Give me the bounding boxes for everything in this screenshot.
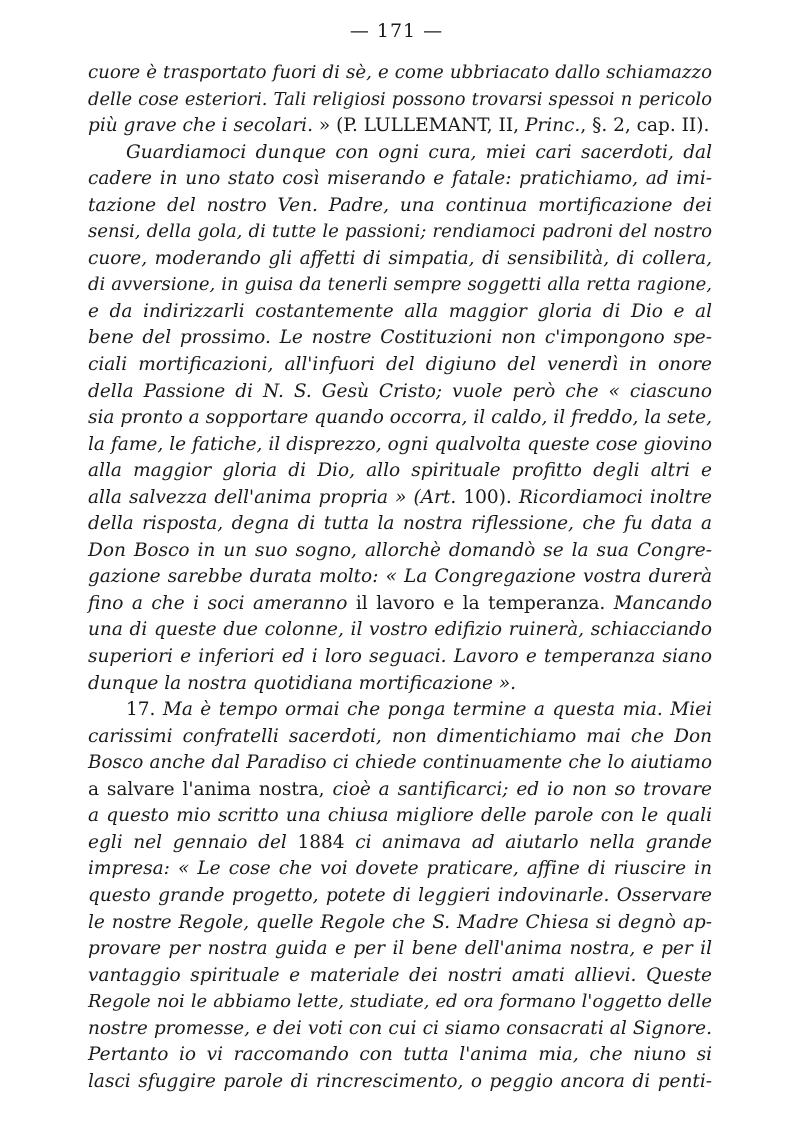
text-line: [88, 963, 712, 990]
text-segment: Bosco anche dal Paradiso ci chiede continuamente che lo aiutiamo: [88, 752, 712, 774]
text-line: [88, 485, 712, 512]
text-segment: , §. 2, cap. II).: [580, 115, 710, 137]
text-line: [88, 405, 712, 432]
text-segment: Mancando: [613, 592, 712, 614]
text-line: [88, 538, 712, 565]
text-segment: Ma è tempo ormai che ponga termine a questa mia. Miei: [162, 699, 712, 721]
text-segment: alla maggior gloria di Dio, allo spirituale profitto degli altri e: [88, 460, 712, 482]
text-segment: Don Bosco in un suo sogno, allorchè domandò se la sua Congre-: [88, 539, 712, 561]
text-segment: Pertanto io vi raccomando con tutta l'anima mia, che niuno si: [88, 1044, 712, 1066]
text-line: [88, 989, 712, 1016]
text-segment: a salvare l'anima nostra,: [88, 778, 333, 800]
text-line: [88, 1069, 712, 1096]
text-segment: una di queste due colonne, il vostro edifizio ruinerà, schiacciando: [88, 619, 712, 641]
text-segment: tazione del nostro Ven. Padre, una continua mortificazione dei: [88, 194, 712, 216]
text-line: [88, 246, 712, 273]
text-segment: della risposta, degna di tutta la nostra riflessione, che fu data a: [88, 513, 712, 535]
text-segment: cuore, moderando gli affetti di simpatia, di sensibilità, di collera,: [88, 247, 712, 269]
text-line: [88, 617, 712, 644]
text-line: [88, 272, 712, 299]
text-segment: alla salvezza dell'anima propria » (: [88, 486, 421, 508]
text-line: [88, 379, 712, 406]
text-segment: egli nel gennaio del: [88, 831, 298, 853]
text-line: [88, 1016, 712, 1043]
text-line: [88, 140, 712, 167]
text-line: [88, 299, 712, 326]
text-line: [88, 193, 712, 220]
text-segment: questo grande progetto, potete di leggieri indovinarle. Osservare: [88, 884, 712, 906]
text-line: [88, 803, 712, 830]
text-segment: più grave che i secolari.: [88, 115, 313, 137]
text-line: [88, 564, 712, 591]
text-line: [88, 591, 712, 618]
text-segment: sensi, della gola, di tutte le passioni; rendiamoci padroni del nostro: [88, 221, 712, 243]
text-segment: Princ.: [524, 115, 581, 137]
text-line: [88, 671, 712, 698]
text-segment: bene del prossimo. Le nostre Costituzioni non c'impongono spe-: [88, 327, 712, 349]
text-segment: Guardiamoci dunque con ogni cura, miei cari sacerdoti, dal: [126, 141, 712, 163]
text-segment: e da indirizzarli costantemente alla maggior gloria di Dio e al: [88, 300, 712, 322]
text-segment: ci animava ad aiutarlo nella grande: [355, 831, 712, 853]
text-line: [88, 458, 712, 485]
text-segment: cioè a santificarci; ed io non so trovare: [332, 778, 712, 800]
text-segment: fino a che i soci ameranno: [88, 592, 348, 614]
text-line: [88, 910, 712, 937]
text-line: [88, 511, 712, 538]
text-segment: dunque la nostra quotidiana mortificazione ».: [88, 672, 517, 694]
body-text: [88, 60, 712, 1095]
text-segment: gazione sarebbe durata molto: « La Congregazione vostra durerà: [88, 566, 712, 588]
text-segment: nostre promesse, e dei voti con cui ci siamo consacrati al Signore.: [88, 1017, 712, 1039]
text-line: [88, 830, 712, 857]
text-line: [88, 750, 712, 777]
text-segment: superiori e inferiori ed i loro seguaci. Lavoro e temperanza siano: [88, 646, 712, 668]
text-segment: 17.: [126, 699, 163, 721]
text-segment: le nostre Regole, quelle Regole che S. Madre Chiesa si degnò ap-: [88, 911, 712, 933]
text-segment: provare per nostra guida e per il bene dell'anima nostra, e per il: [88, 938, 712, 960]
text-line: [88, 644, 712, 671]
text-line: [88, 883, 712, 910]
page-number: — 171 —: [349, 20, 444, 42]
text-segment: Ricordiamoci inoltre: [518, 486, 712, 508]
text-line: [88, 697, 712, 724]
text-segment: a questo mio scritto una chiusa migliore delle parole con le quali: [88, 805, 712, 827]
text-segment: 1884: [297, 831, 356, 853]
text-segment: il lavoro e la temperanza.: [347, 592, 614, 614]
text-segment: vantaggio spirituale e materiale dei nostri amati allievi. Queste: [88, 964, 712, 986]
text-line: [88, 724, 712, 751]
text-line: [88, 325, 712, 352]
text-line: [88, 60, 712, 87]
text-segment: sia pronto a sopportare quando occorra, il caldo, il freddo, la sete,: [88, 407, 712, 429]
text-segment: delle cose esteriori. Tali religiosi possono trovarsi spessoi n pericolo: [88, 88, 712, 110]
text-segment: Regole noi le abbiamo lette, studiate, ed ora formano l'oggetto delle: [88, 991, 712, 1013]
text-line: [88, 219, 712, 246]
text-segment: lasci sfuggire parole di rincrescimento, o peggio ancora di penti-: [88, 1070, 712, 1092]
text-segment: la fame, le fatiche, il disprezzo, ogni qualvolta queste cose giovino: [88, 433, 712, 455]
text-line: [88, 352, 712, 379]
text-line: [88, 166, 712, 193]
text-segment: impresa: « Le cose che voi dovete praticare, affine di riuscire in: [88, 858, 712, 880]
text-line: [88, 432, 712, 459]
text-segment: cuore è trasportato fuori di sè, e come ubbriacato dallo schiamazzo: [88, 62, 712, 83]
text-segment: carissimi confratelli sacerdoti, non dimentichiamo mai che Don: [88, 725, 712, 747]
text-segment: 100).: [456, 486, 519, 508]
text-segment: » (P. LULLEMANT, II,: [312, 115, 525, 137]
text-segment: Art.: [420, 486, 457, 508]
text-segment: cadere in uno stato così miserando e fatale: pratichiamo, ad imi-: [88, 168, 712, 190]
text-line: [88, 87, 712, 114]
text-segment: ciali mortificazioni, all'infuori del digiuno del venerdì in onore: [88, 354, 712, 376]
text-segment: di avversione, in guisa da tenerli sempre soggetti alla retta ragione,: [88, 274, 712, 296]
text-segment: della Passione di N. S. Gesù Cristo; vuole però che « ciascuno: [88, 380, 712, 402]
text-line: [88, 1042, 712, 1069]
text-line: [88, 856, 712, 883]
text-line: [88, 936, 712, 963]
text-line: [88, 777, 712, 804]
text-line: [88, 113, 712, 140]
